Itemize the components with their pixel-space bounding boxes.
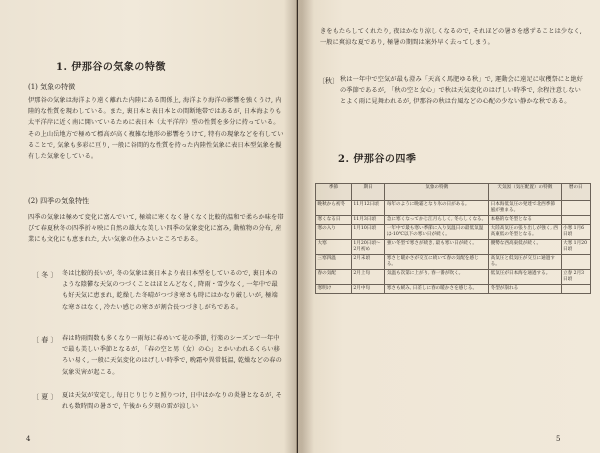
table-cell [561, 255, 591, 270]
paragraph-summer-continued: きをもたらしてくれたり, 夜はかなり涼しくなるので, それほどの暑さを感ずることは少なく, 一般に爽涼な夏であり, 極暑の期間は案外早く去ってしまう。 [320, 28, 582, 47]
book-gutter-shadow [284, 0, 314, 453]
table-row [316, 225, 591, 240]
table-cell: 日本海低気圧の発達で北西季節風が強まる。 [489, 201, 561, 216]
table-row [316, 270, 591, 285]
table-cell: 一年中で最も寒い季節に入り気温日の最低気温は-10℃以下の寒い日が続く。 [385, 225, 489, 240]
subsection-label-2: (2) 四季の気象特性 [28, 197, 90, 205]
table-cell: 春の気配 [316, 270, 352, 285]
table-row [316, 285, 591, 294]
paragraph-summer: 夏は天気が安定し, 毎日じりじりと照りつけ, 日中はかなりの炎暑となるが, それも数時間の暑さで, 午後から夕刻の雷が涼しい [62, 392, 282, 411]
table-cell: 2月中旬 [351, 285, 384, 294]
table-cell: 気温も次第に上がり, 春一番が吹く。 [385, 270, 489, 285]
table-header-pressure: 天気図（気圧配置）の特徴 [489, 184, 561, 201]
table-cell: 小寒 1月6日頃 [561, 225, 591, 240]
table-header-feature: 気象の特徴 [385, 184, 489, 201]
table-cell: 大寒 1月20日頃 [561, 240, 591, 255]
table-cell: 寒の入り [316, 225, 352, 240]
table-cell: 11月3日頃 [351, 216, 384, 225]
table-cell [561, 216, 591, 225]
season-label-winter: 〔 冬 〕 [32, 271, 58, 279]
table-cell: 低気圧が日本海を通過する。 [489, 270, 561, 285]
table-cell: 寒さと暖かさが交互に続いて春の気配を感じる。 [385, 255, 489, 270]
table-cell: 冬型が崩れる [489, 285, 561, 294]
table-header-season: 季節 [316, 184, 352, 201]
section-heading-1: 1. 伊那谷の気象の特徴 [56, 62, 166, 73]
paragraph-winter: 冬は比較的長いが, 冬の気象は裏日本より表日本型をしているので, 裏日本のような陰鬱な天気のつづくことはほとんどなく, 降雨・雪少なく, 一年中で最も好天気に恵まれ, 乾燥した冬晴がつづき寒さも時にはかなり厳しいが, 極端な寒さはなく, 冷たい感じの寒さが割合長つづきしがちである。 [62, 270, 278, 311]
season-label-spring: 〔 春 〕 [32, 336, 58, 344]
table-row [316, 240, 591, 255]
subsection-label-1: (1) 気象の特徴 [28, 83, 76, 91]
table-cell: 優勢な西高東低が続く。 [489, 240, 561, 255]
table-cell: 大寒 [316, 240, 352, 255]
page-number-right: 5 [556, 435, 561, 443]
table-cell: 11月12日頃 [351, 201, 384, 216]
table-cell [561, 201, 591, 216]
paragraph-four-seasons: 四季の気象は極めて変化に富んでいて, 極端に寒くなく暑くなく比較的温和で柔らか味を帯びて春夏秋冬の四季折々映に自然の雄大な美しい四季の気象変化に富み, 動植物の分布, 産業にも文化にも恵まれた, 大い気象の住みよいところである。 [28, 214, 284, 244]
table-header-calendar: 暦の日 [561, 184, 591, 201]
table-cell: 寒さも緩み, 日差しに春の暖かさを感じる。 [385, 285, 489, 294]
page-number-left: 4 [26, 435, 31, 443]
table-row [316, 216, 591, 225]
table-cell: 高気圧と低気圧が交互に通過する。 [489, 255, 561, 270]
table-row [316, 255, 591, 270]
table-cell: 晩秋から初冬 [316, 201, 352, 216]
table-cell: 大陸高気圧の張り出しが強く, 西高東低の冬型となる。 [489, 225, 561, 240]
season-table [315, 183, 591, 294]
table-cell: 三寒四温 [316, 255, 352, 270]
table-cell: 1月10日頃 [351, 225, 384, 240]
table-cell: 立春 2月3日頃 [561, 270, 591, 285]
paragraph-autumn: 秋は一年中で空気が最も澄み「天高く馬肥ゆる秋」で, 運動会に遠足に収穫祭にと絶好の季節であるが, 「秋の空と女心」で秋は天気変化のはげしい時季で, 余程注意しないとよく雨に見舞われるが, 伊那谷の秋は台風などの心配の少ない静かな秋である。 [340, 76, 584, 106]
table-cell: 毎年のように晩霜となり氷の日がある。 [385, 201, 489, 216]
table-cell: 急に寒くなってかじ江月らしく, 冬らしくなる。 [385, 216, 489, 225]
table-row [316, 201, 591, 216]
table-header-date: 期日 [351, 184, 384, 201]
season-label-autumn: 〔秋〕 [318, 77, 339, 85]
table-cell: 2月末頃 [351, 255, 384, 270]
season-label-summer: 〔 夏 〕 [32, 393, 58, 401]
paragraph-weather-features: 伊那谷の気象は海洋より遠く離れた内陸にある関係上, 海洋より海洋の影響を強くうけ, 内陸的な性質を現わしている。また, 裏日本と表日本との間断地帯ではあるが, 日本海よりも太平洋岸に近く南に開いているために表日本（太平洋岸）型の性質を多分に持っている。その上山岳地方で極めて標高が高く複雑な地形の影響をうけて, 特有の現象などを有していることで, 気象も多彩に亘り, 一般に谷間的な性質を持った内陸性気象に表日本型気象を擬有した気象をしている。 [28, 97, 284, 161]
table-cell: 寒くなる日 [316, 216, 352, 225]
table-cell: 本格的な冬型となる [489, 216, 561, 225]
table-header-row [316, 184, 591, 201]
table-cell: 2月上旬 [351, 270, 384, 285]
section-heading-2: 2. 伊那谷の四季 [338, 154, 417, 165]
table-cell: 1月20日頃〜2月初め [351, 240, 384, 255]
left-page [0, 0, 297, 453]
table-cell: 強い冬型で寒さが続き, 最も寒い日が続く。 [385, 240, 489, 255]
table-cell [561, 285, 591, 294]
table-cell: 寒明け [316, 285, 352, 294]
paragraph-spring: 春は時雨間数も多くなり一雨毎に春めいて花の季節, 行楽のシーズンで一年中で最も美しい季節となるが, 「春の空と男（女）の心」とかいわれるくらい移ろい易く, 一般に天気変化のはげしい時季で, 晩霜や異常低温, 乾燥などの春の気象災害が起こる。 [62, 335, 282, 376]
